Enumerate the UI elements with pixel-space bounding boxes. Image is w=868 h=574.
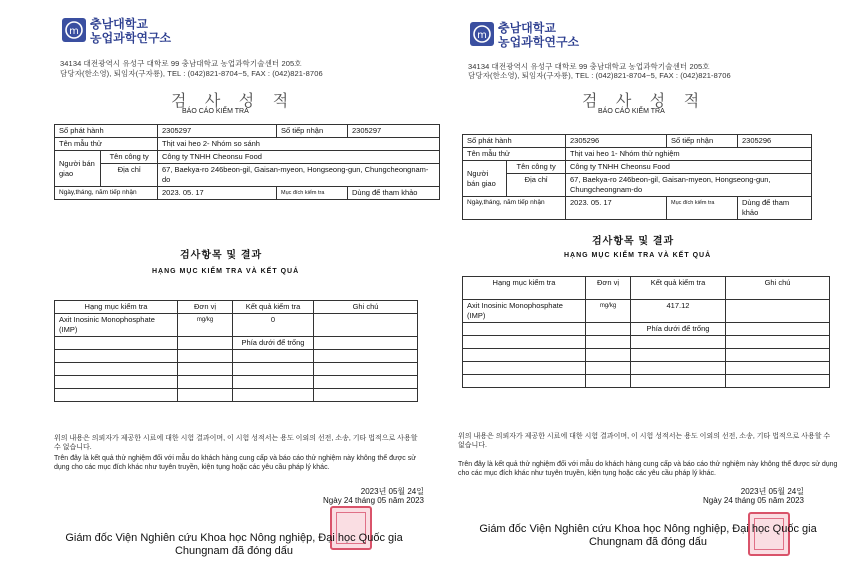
col-item-header: Hạng mục kiểm tra — [55, 301, 178, 314]
table-row — [463, 349, 830, 362]
section-title-ko: 검사항목 및 결과 — [180, 250, 263, 261]
label-receipt-no: Số tiếp nhận — [277, 125, 348, 138]
receipt-no-value: 2305296 — [738, 135, 812, 148]
received-date-value: 2023. 05. 17 — [566, 197, 667, 220]
address-line-1: 34134 대전광역시 유성구 대학로 99 충남대학교 농업과학기술센터 205호 — [468, 62, 710, 71]
footer-note-ko: 위의 내용은 의뢰자가 제공한 시료에 대한 시험 결과이며, 이 시험 성적서는 용도 이외의 선전, 소송, 기타 법적으로 사용할 수 없습니다. — [54, 435, 418, 451]
col-unit-header: Đơn vị — [178, 301, 233, 314]
result-value: 0 — [233, 314, 314, 337]
label-sample-name: Tên mẫu thử — [463, 148, 566, 161]
col-note-header: Ghi chú — [314, 301, 418, 314]
col-result-header: Kết quả kiểm tra — [233, 301, 314, 314]
address-line-1: 34134 대전광역시 유성구 대학로 99 충남대학교 농업과학기술센터 205호 — [60, 59, 302, 68]
label-company-name: Tên công ty — [507, 161, 566, 174]
footer-note-ko: 위의 내용은 의뢰자가 제공한 시료에 대한 시험 결과이며, 이 시험 성적서는 용도 이외의 선전, 소송, 기타 법적으로 사용할 수 없습니다. — [458, 433, 831, 449]
item-value: Axit Inosinic Monophosphate (IMP) — [463, 300, 586, 323]
report-document-right — [446, 0, 856, 574]
received-date-value: 2023. 05. 17 — [158, 187, 277, 200]
report-title-ko: 검 사 성 적 — [582, 93, 707, 110]
result-table — [462, 276, 830, 388]
label-address: Địa chỉ — [101, 164, 158, 187]
result-table — [54, 300, 418, 402]
label-received-date: Ngày,tháng, năm tiếp nhận — [463, 197, 566, 220]
label-sample-name: Tên mẫu thử — [55, 138, 158, 151]
unit-value: mg/kg — [178, 314, 233, 337]
table-row — [55, 389, 418, 402]
svg-text:m: m — [477, 30, 487, 41]
table-row — [463, 336, 830, 349]
col-note-header: Ghi chú — [726, 277, 830, 300]
university-logo-icon — [470, 22, 494, 46]
table-row — [55, 314, 418, 337]
footer-note-vi: Trên đây là kết quả thử nghiệm đối với mẫu do khách hàng cung cấp và báo cáo thử nghiệm này không thể được sử dụng cho các mục đích khác như tuyên truyền, kiện tụng hoặc các yêu cầu pháp lý khác. — [458, 461, 838, 477]
purpose-value: Dùng để tham khảo — [738, 197, 812, 220]
label-receipt-no: Số tiếp nhận — [667, 135, 738, 148]
svg-text:m: m — [69, 26, 79, 37]
address-value: 67, Baekya-ro 246beon-gil, Gaisan-myeon, Hongseong-gun, Chungcheongnam-do — [566, 174, 812, 197]
director-signature-text: Giám đốc Viện Nghiên cứu Khoa học Nông nghiệp, Đại học Quốc gia Chungnam đã đóng dấu — [479, 523, 817, 548]
company-name-value: Công ty TNHH Cheonsu Food — [158, 151, 440, 164]
result-note-value: Phía dưới để trống — [233, 337, 314, 350]
company-name-value: Công ty TNHH Cheonsu Food — [566, 161, 812, 174]
org-subtitle: 농업과학연구소 — [90, 31, 172, 45]
table-row — [55, 350, 418, 363]
org-subtitle: 농업과학연구소 — [498, 35, 580, 49]
footer-note-vi: Trên đây là kết quả thử nghiệm đối với mẫu do khách hàng cung cấp và báo cáo thử nghiệm này không thể được sử dụng cho các mục đích khác như tuyên truyền, kiện tụng hoặc các yêu cầu pháp lý khác. — [54, 455, 416, 471]
report-title-vi: BÁO CÁO KIỂM TRA — [598, 108, 665, 115]
section-title-vi: HẠNG MỤC KIỂM TRA VÀ KẾT QUẢ — [152, 268, 300, 275]
label-purpose: Mục đích kiểm tra — [667, 197, 738, 220]
receipt-no-value: 2305297 — [348, 125, 440, 138]
table-row — [55, 337, 418, 350]
label-seller: Người bán giao — [463, 161, 507, 197]
address-line-2: 담당자(한소영), 퇴임자(구자룡), TEL : (042)821-8704~5, FAX : (042)821-8706 — [468, 71, 731, 80]
section-title-ko: 검사항목 및 결과 — [592, 236, 675, 247]
university-logo-icon — [62, 18, 86, 42]
issue-date-ko: 2023년 05월 24일 — [360, 487, 424, 496]
result-note-value: Phía dưới để trống — [631, 323, 726, 336]
sample-name-value: Thịt vai heo 2- Nhóm so sánh — [158, 138, 440, 151]
label-report-no: Số phát hành — [463, 135, 566, 148]
table-row — [55, 363, 418, 376]
sample-info-table — [54, 124, 440, 200]
result-value: 417.12 — [631, 300, 726, 323]
table-row — [463, 375, 830, 388]
address-line-2: 담당자(한소영), 퇴임자(구자룡), TEL : (042)821-8704~5, FAX : (042)821-8706 — [60, 69, 323, 78]
col-unit-header: Đơn vị — [586, 277, 631, 300]
table-row — [463, 362, 830, 375]
issue-date-vi: Ngày 24 tháng 05 năm 2023 — [703, 496, 804, 505]
item-value: Axit Inosinic Monophosphate (IMP) — [55, 314, 178, 337]
sample-info-table — [462, 134, 812, 220]
sample-name-value: Thịt vai heo 1- Nhóm thử nghiệm — [566, 148, 812, 161]
report-title-ko: 검 사 성 적 — [171, 93, 296, 110]
report-document-left — [14, 0, 429, 574]
table-row — [463, 300, 830, 323]
org-name: 충남대학교 — [498, 21, 556, 35]
label-seller: Người bán giao — [55, 151, 101, 187]
address-value: 67, Baekya-ro 246beon-gil, Gaisan-myeon, Hongseong-gun, Chungcheongnam-do — [158, 164, 440, 187]
org-name: 충남대학교 — [90, 17, 148, 31]
col-result-header: Kết quả kiểm tra — [631, 277, 726, 300]
director-signature-text: Giám đốc Viện Nghiên cứu Khoa học Nông nghiệp, Đại học Quốc gia Chungnam đã đóng dấu — [65, 532, 403, 557]
col-item-header: Hạng mục kiểm tra — [463, 277, 586, 300]
label-report-no: Số phát hành — [55, 125, 158, 138]
label-address: Địa chỉ — [507, 174, 566, 197]
section-title-vi: HẠNG MỤC KIỂM TRA VÀ KẾT QUẢ — [564, 252, 712, 259]
label-company-name: Tên công ty — [101, 151, 158, 164]
issue-date-ko: 2023년 05월 24일 — [740, 487, 804, 496]
table-row — [463, 323, 830, 336]
label-received-date: Ngày,tháng, năm tiếp nhận — [55, 187, 158, 200]
purpose-value: Dùng để tham khảo — [348, 187, 440, 200]
report-no-value: 2305297 — [158, 125, 277, 138]
report-title-vi: BÁO CÁO KIỂM TRA — [182, 108, 249, 115]
report-no-value: 2305296 — [566, 135, 667, 148]
issue-date-vi: Ngày 24 tháng 05 năm 2023 — [323, 496, 424, 505]
table-row — [55, 376, 418, 389]
label-purpose: Mục đích kiểm tra — [277, 187, 348, 200]
unit-value: mg/kg — [586, 300, 631, 323]
